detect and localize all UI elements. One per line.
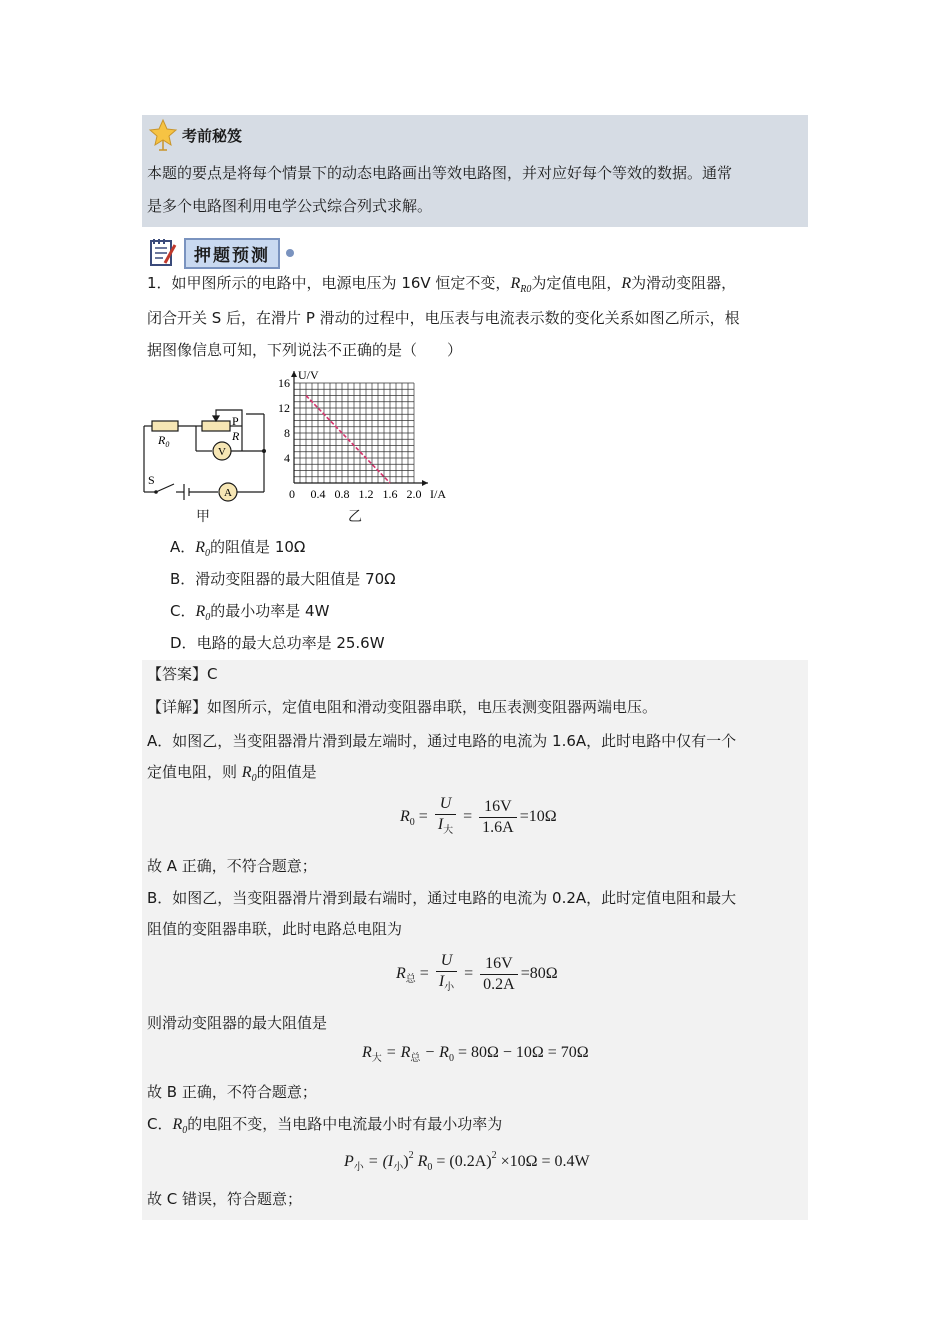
eq4-t2: = (I bbox=[363, 1153, 394, 1170]
circuit-p-label: P bbox=[232, 414, 239, 428]
eq1-num1: U bbox=[439, 795, 452, 812]
option-c[interactable] bbox=[170, 600, 329, 623]
option-c-symbol: $R_0$ bbox=[195, 603, 211, 623]
x-tick-label: 1.2 bbox=[358, 487, 374, 501]
option-a-symbol: $R_0$ bbox=[195, 539, 211, 559]
answer-c-conclusion: 故 C 错误，符合题意； bbox=[147, 1190, 303, 1208]
eq3-t1: R bbox=[362, 1044, 372, 1061]
y-tick-label: 16 bbox=[278, 376, 290, 390]
ui-graph bbox=[272, 366, 456, 504]
eq3-s3: 0 bbox=[448, 1053, 454, 1064]
question-line-2: 闭合开关 S 后，在滑片 P 滑动的过程中，电压表与电流表示数的变化关系如图乙所示，根 bbox=[147, 309, 740, 327]
circuit-s-label: S bbox=[148, 473, 155, 487]
circuit-r0-label: $R_0$ bbox=[158, 433, 170, 449]
eq1-den2: 1.6A bbox=[479, 817, 517, 838]
x-tick-label: 0.8 bbox=[334, 487, 350, 501]
answer-b-line-1: B．如图乙，当变阻器滑片滑到最右端时，通过电路的电流为 0.2A，此时定值电阻和最大 bbox=[147, 889, 737, 907]
section-header bbox=[148, 236, 294, 270]
eq1-den1: I bbox=[437, 816, 444, 833]
answer-c-text: 的电阻不变，当电路中电流最小时有最小功率为 bbox=[187, 1115, 503, 1133]
eq2-lhs-sub: 总 bbox=[405, 974, 416, 986]
eq1-frac-2 bbox=[479, 797, 517, 838]
option-a-text: 的阻值是 10Ω bbox=[210, 538, 306, 556]
equation-2: $R_总$ = $\frac{U}{I_小}$ = $\frac{16V}{0.2A}$ =80Ω bbox=[396, 951, 558, 998]
eq4-t6: ×10Ω = 0.4W bbox=[496, 1153, 590, 1170]
answer-a-text: 定值电阻，则 bbox=[147, 763, 242, 781]
answer-a-text: 的阻值是 bbox=[256, 763, 317, 781]
eq2-frac-2 bbox=[480, 954, 518, 995]
section-label: 押题预测 bbox=[184, 238, 280, 269]
eq2-rhs: =80Ω bbox=[520, 965, 558, 983]
tip-text-line-1: 本题的要点是将每个情景下的动态电路画出等效电路图，并对应好每个等效的数据。通常 bbox=[147, 164, 733, 182]
notebook-pen-icon bbox=[148, 237, 178, 269]
equation-1: $R_0$ = $\frac{U}{I_大}$ = $\frac{16V}{1.6A}$ =10Ω bbox=[400, 794, 557, 841]
question-text: 1．如甲图所示的电路中，电源电压为 16V 恒定不变， bbox=[147, 274, 511, 292]
r-symbol: R bbox=[621, 275, 632, 292]
eq2-den1: I bbox=[438, 973, 445, 990]
option-c-letter: C． bbox=[170, 602, 196, 620]
answer-a-line-2 bbox=[147, 762, 317, 789]
x-axis-label: I/A bbox=[430, 487, 446, 501]
answer-c-symbol: $R_0$ bbox=[172, 1116, 188, 1136]
y-tick-label: 4 bbox=[284, 451, 290, 465]
answer-c-letter: C． bbox=[147, 1115, 173, 1133]
eq3-t4: = 80Ω − 10Ω = 70Ω bbox=[453, 1044, 589, 1061]
circuit-r-label: R bbox=[232, 429, 240, 443]
option-b-text: 滑动变阻器的最大阻值是 70Ω bbox=[195, 570, 396, 588]
answer-c-line-1 bbox=[147, 1114, 502, 1141]
eq2-num2: 16V bbox=[485, 955, 513, 972]
circuit-v-label: V bbox=[218, 446, 226, 458]
answer-label: 【答案】C bbox=[147, 665, 218, 683]
answer-detail: 【详解】如图所示，定值电阻和滑动变阻器串联，电压表测变阻器两端电压。 bbox=[147, 698, 658, 716]
option-d[interactable] bbox=[170, 632, 385, 653]
eq4-t3: ) bbox=[403, 1153, 409, 1170]
eq1-lhs-sub: 0 bbox=[409, 817, 415, 829]
x-tick-label: 1.6 bbox=[382, 487, 398, 501]
eq3-t2: = R bbox=[381, 1044, 411, 1061]
eq1-lhs: R bbox=[400, 808, 410, 826]
graph-caption: 乙 bbox=[348, 509, 362, 525]
option-a-letter: A． bbox=[170, 538, 196, 556]
x-tick-label: 0 bbox=[289, 487, 295, 501]
eq2-den2: 0.2A bbox=[480, 974, 518, 995]
option-b[interactable] bbox=[170, 568, 396, 589]
question-line-1 bbox=[147, 273, 736, 300]
y-tick-label: 8 bbox=[284, 426, 290, 440]
eq4-t4: R bbox=[413, 1153, 428, 1170]
eq2-num1: U bbox=[440, 952, 453, 969]
y-tick-label: 12 bbox=[278, 401, 290, 415]
option-c-text: 的最小功率是 4W bbox=[210, 602, 330, 620]
option-b-letter: B． bbox=[170, 570, 196, 588]
eq4-sup1: 2 bbox=[408, 1150, 414, 1161]
eq4-s1: 小 bbox=[353, 1162, 364, 1173]
star-icon bbox=[148, 118, 178, 152]
tip-header bbox=[148, 118, 242, 152]
answer-a-line-1: A．如图乙，当变阻器滑片滑到最左端时，通过电路的电流为 1.6A，此时电路中仅有一个 bbox=[147, 732, 737, 750]
x-tick-label: 0.4 bbox=[310, 487, 326, 501]
eq3-t3: − R bbox=[420, 1044, 449, 1061]
question-line-3: 据图像信息可知，下列说法不正确的是（ ） bbox=[147, 341, 463, 359]
equation-4 bbox=[344, 1150, 590, 1173]
option-a[interactable] bbox=[170, 536, 305, 559]
equation-3 bbox=[362, 1044, 589, 1064]
eq1-num2: 16V bbox=[484, 798, 512, 815]
answer-a-symbol: $R_0$ bbox=[241, 764, 257, 784]
eq4-t1: P bbox=[344, 1153, 354, 1170]
tip-title: 考前秘笈 bbox=[182, 126, 243, 145]
r0-symbol: $R_{R0}$ bbox=[510, 275, 532, 295]
dot-icon bbox=[286, 249, 294, 257]
answer-b-line-2: 阻值的变阻器串联，此时电路总电阻为 bbox=[147, 920, 403, 938]
eq4-t5: = (0.2A) bbox=[432, 1153, 492, 1170]
option-d-text: 电路的最大总功率是 25.6W bbox=[196, 634, 385, 652]
eq3-s1: 大 bbox=[371, 1053, 382, 1064]
option-d-letter: D． bbox=[170, 634, 197, 652]
eq4-s2: 小 bbox=[393, 1162, 404, 1173]
answer-b-line-3: 则滑动变阻器的最大阻值是 bbox=[147, 1014, 328, 1032]
eq4-sup2: 2 bbox=[491, 1150, 497, 1161]
eq3-s2: 总 bbox=[410, 1053, 421, 1064]
x-tick-label: 2.0 bbox=[406, 487, 422, 501]
eq2-den1-sub: 小 bbox=[444, 982, 455, 993]
question-text: 为定值电阻， bbox=[531, 274, 622, 292]
y-axis-arrow bbox=[291, 371, 297, 377]
eq4-s4: 0 bbox=[427, 1162, 433, 1173]
eq2-lhs: R bbox=[396, 965, 406, 983]
tip-text-line-2: 是多个电路图利用电学公式综合列式求解。 bbox=[147, 197, 433, 215]
answer-a-conclusion: 故 A 正确，不符合题意； bbox=[147, 857, 317, 875]
answer-b-conclusion: 故 B 正确，不符合题意； bbox=[147, 1083, 317, 1101]
circuit-a-label: A bbox=[224, 487, 232, 499]
x-axis-arrow bbox=[422, 480, 428, 486]
eq2-frac-1 bbox=[436, 951, 457, 998]
circuit-caption: 甲 bbox=[196, 509, 210, 525]
eq1-rhs: =10Ω bbox=[519, 808, 557, 826]
question-text: 为滑动变阻器， bbox=[631, 274, 737, 292]
y-axis-label: U/V bbox=[298, 368, 319, 382]
r0-symbol-text: R0 bbox=[520, 284, 532, 295]
eq1-frac-1 bbox=[435, 794, 456, 841]
eq1-den1-sub: 大 bbox=[443, 825, 454, 836]
